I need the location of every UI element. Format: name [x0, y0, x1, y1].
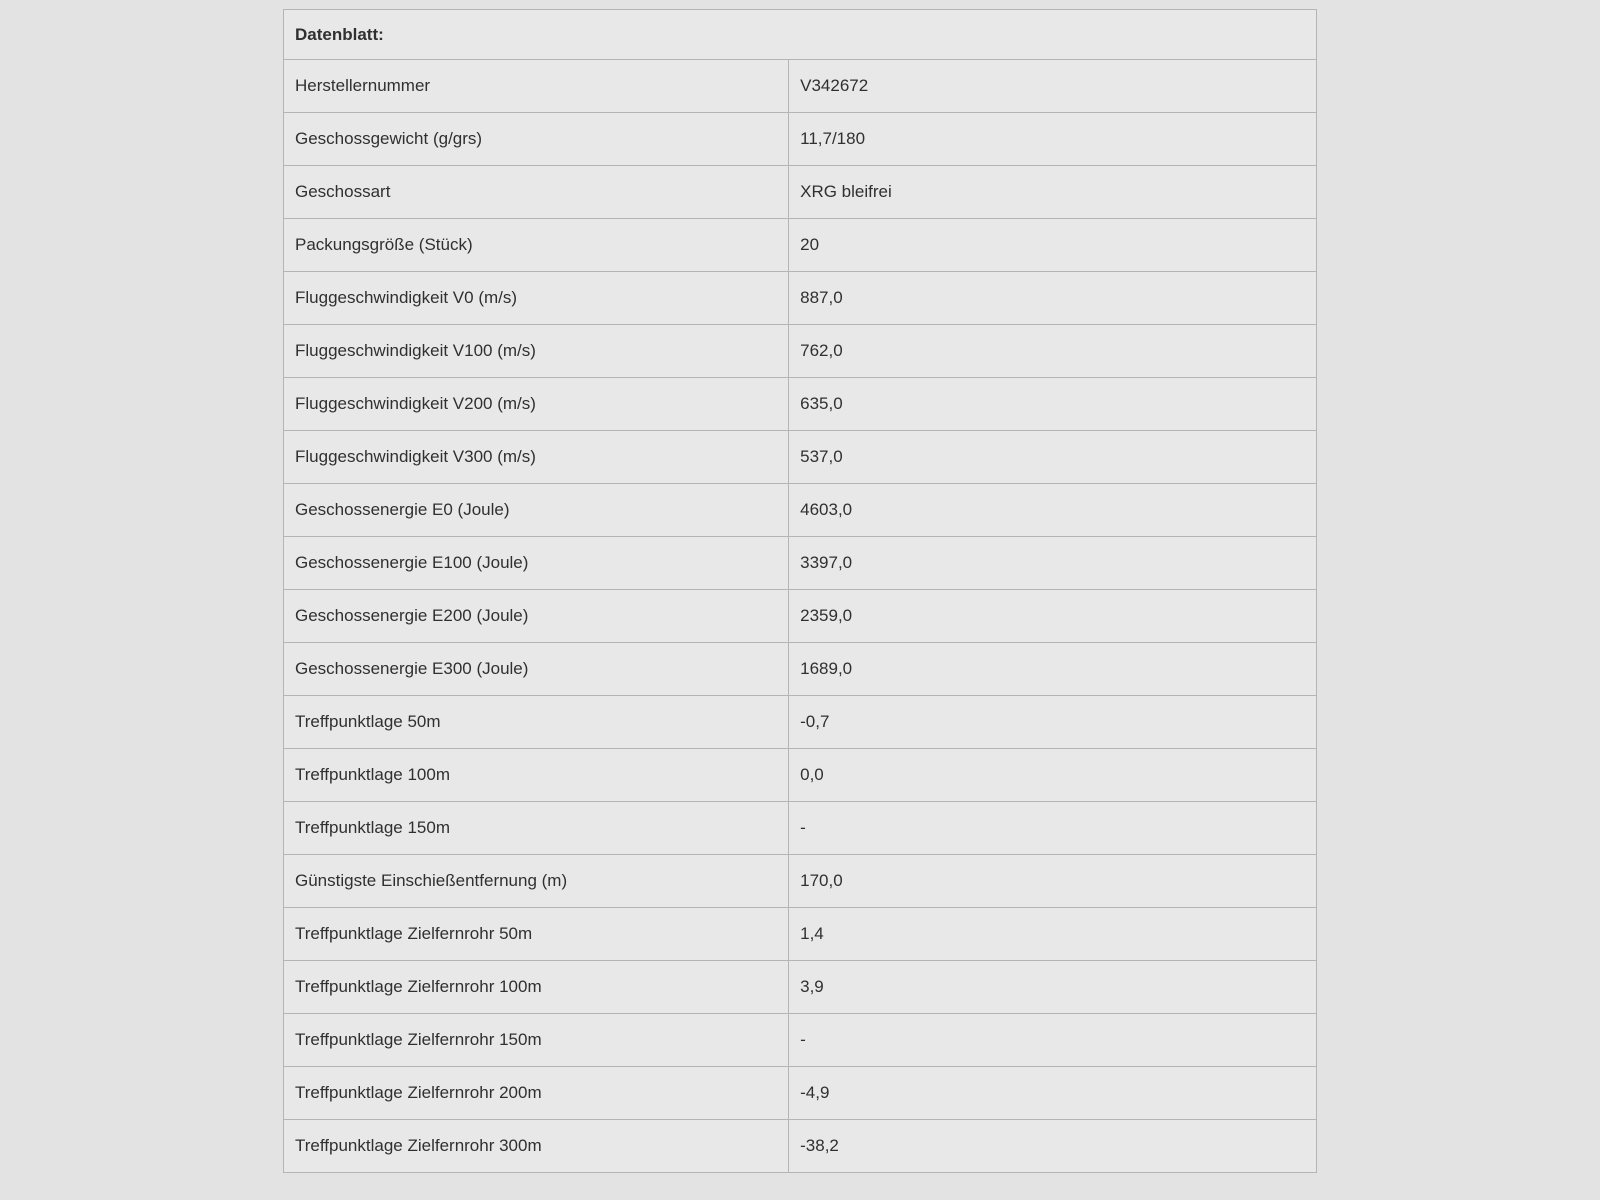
row-label: Geschossenergie E200 (Joule) [284, 590, 789, 643]
row-label: Herstellernummer [284, 60, 789, 113]
row-label: Geschossenergie E0 (Joule) [284, 484, 789, 537]
datasheet-title: Datenblatt: [284, 10, 1317, 60]
datasheet-header-row [284, 10, 1317, 60]
datasheet-table [283, 9, 1317, 1173]
row-value: - [789, 1014, 1317, 1067]
row-label: Geschossart [284, 166, 789, 219]
table-row [284, 696, 1317, 749]
row-value: 11,7/180 [789, 113, 1317, 166]
row-value: 1,4 [789, 908, 1317, 961]
row-value: 170,0 [789, 855, 1317, 908]
table-row [284, 590, 1317, 643]
table-row [284, 431, 1317, 484]
table-row [284, 749, 1317, 802]
table-row [284, 1067, 1317, 1120]
row-label: Treffpunktlage 50m [284, 696, 789, 749]
row-label: Fluggeschwindigkeit V0 (m/s) [284, 272, 789, 325]
table-row [284, 60, 1317, 113]
row-value: 0,0 [789, 749, 1317, 802]
table-row [284, 802, 1317, 855]
row-value: 1689,0 [789, 643, 1317, 696]
row-value: -4,9 [789, 1067, 1317, 1120]
row-value: 4603,0 [789, 484, 1317, 537]
row-value: -0,7 [789, 696, 1317, 749]
table-row [284, 643, 1317, 696]
row-value: 3,9 [789, 961, 1317, 1014]
row-label: Treffpunktlage Zielfernrohr 50m [284, 908, 789, 961]
page-background [0, 9, 1600, 1200]
row-label: Geschossgewicht (g/grs) [284, 113, 789, 166]
row-value: 635,0 [789, 378, 1317, 431]
row-label: Treffpunktlage 100m [284, 749, 789, 802]
table-row [284, 1014, 1317, 1067]
row-value: V342672 [789, 60, 1317, 113]
table-row [284, 166, 1317, 219]
row-label: Geschossenergie E100 (Joule) [284, 537, 789, 590]
row-label: Treffpunktlage Zielfernrohr 100m [284, 961, 789, 1014]
table-row [284, 961, 1317, 1014]
table-row [284, 1120, 1317, 1173]
row-label: Treffpunktlage Zielfernrohr 200m [284, 1067, 789, 1120]
row-label: Treffpunktlage 150m [284, 802, 789, 855]
row-label: Packungsgröße (Stück) [284, 219, 789, 272]
row-value: 537,0 [789, 431, 1317, 484]
row-label: Treffpunktlage Zielfernrohr 300m [284, 1120, 789, 1173]
row-label: Fluggeschwindigkeit V200 (m/s) [284, 378, 789, 431]
row-value: -38,2 [789, 1120, 1317, 1173]
datasheet-body [284, 60, 1317, 1173]
table-row [284, 908, 1317, 961]
row-value: 887,0 [789, 272, 1317, 325]
table-row [284, 272, 1317, 325]
row-label: Geschossenergie E300 (Joule) [284, 643, 789, 696]
table-row [284, 219, 1317, 272]
table-row [284, 378, 1317, 431]
row-label: Günstigste Einschießentfernung (m) [284, 855, 789, 908]
row-value: 3397,0 [789, 537, 1317, 590]
table-row [284, 855, 1317, 908]
row-value: 762,0 [789, 325, 1317, 378]
row-value: 20 [789, 219, 1317, 272]
row-label: Fluggeschwindigkeit V100 (m/s) [284, 325, 789, 378]
row-value: - [789, 802, 1317, 855]
row-label: Treffpunktlage Zielfernrohr 150m [284, 1014, 789, 1067]
row-label: Fluggeschwindigkeit V300 (m/s) [284, 431, 789, 484]
table-row [284, 113, 1317, 166]
table-row [284, 325, 1317, 378]
table-row [284, 537, 1317, 590]
row-value: 2359,0 [789, 590, 1317, 643]
row-value: XRG bleifrei [789, 166, 1317, 219]
table-row [284, 484, 1317, 537]
